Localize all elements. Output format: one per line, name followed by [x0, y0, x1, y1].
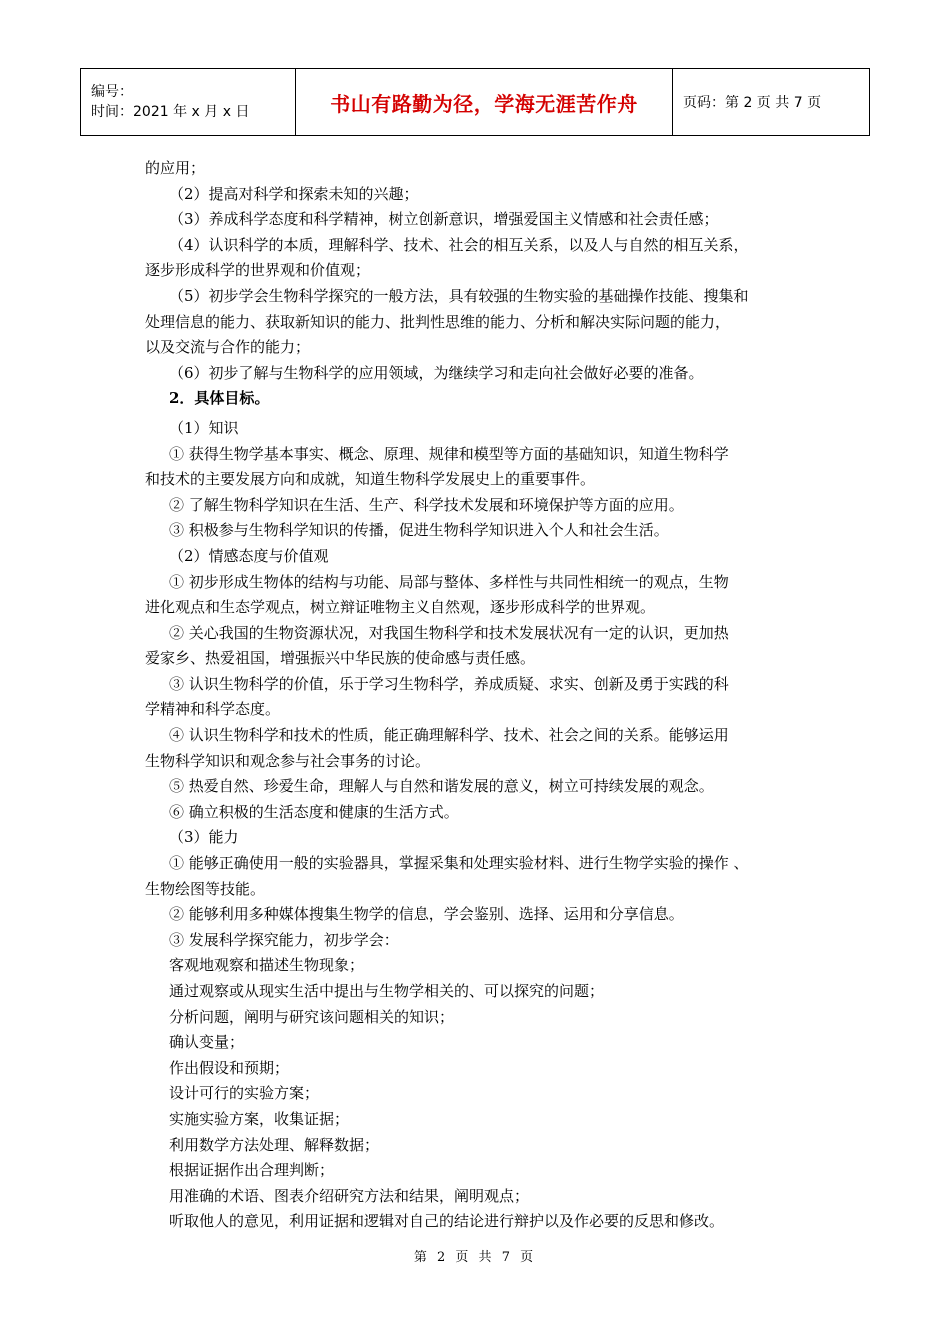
- list-item: 用准确的术语、图表介绍研究方法和结果，阐明观点；: [169, 1186, 530, 1205]
- body-line: ② 了解生物科学知识在生活、生产、科学技术发展和环境保护等方面的应用。: [169, 495, 684, 514]
- body-line: （4）认识科学的本质，理解科学、技术、社会的相互关系，以及人与自然的相互关系，: [169, 235, 749, 254]
- subsection-heading: （1）知识: [169, 418, 239, 437]
- body-line: 生物科学知识和观念参与社会事务的讨论。: [145, 751, 431, 770]
- list-item: 听取他人的意见，利用证据和逻辑对自己的结论进行辩护以及作必要的反思和修改。: [169, 1212, 725, 1231]
- body-line: ① 获得生物学基本事实、概念、原理、规律和模型等方面的基础知识，知道生物科学: [169, 444, 729, 463]
- body-line: （5）初步学会生物科学探究的一般方法，具有较强的生物实验的基础操作技能、搜集和: [169, 286, 749, 305]
- document-number-label: 编号：: [91, 84, 133, 100]
- list-item: 客观地观察和描述生物现象；: [169, 956, 365, 975]
- document-body: [145, 156, 817, 1235]
- body-line: 逐步形成科学的世界观和价值观；: [145, 261, 371, 280]
- body-line: ② 能够利用多种媒体搜集生物学的信息，学会鉴别、选择、运用和分享信息。: [169, 905, 684, 924]
- list-item: 确认变量；: [169, 1033, 245, 1052]
- body-line: ① 能够正确使用一般的实验器具，掌握采集和处理实验材料、进行生物学实验的操作 、: [169, 854, 749, 873]
- list-item: 实施实验方案，收集证据；: [169, 1109, 350, 1128]
- body-line: （2）提高对科学和探索未知的兴趣；: [169, 184, 419, 203]
- header-meta: [81, 69, 296, 136]
- list-item: 利用数学方法处理、解释数据；: [169, 1135, 380, 1154]
- body-line: 生物绘图等技能。: [145, 879, 266, 898]
- subsection-heading: （3）能力: [169, 828, 239, 847]
- body-line: ① 初步形成生物体的结构与功能、局部与整体、多样性与共同性相统一的观点，生物: [169, 572, 729, 591]
- list-item: 根据证据作出合理判断；: [169, 1161, 335, 1180]
- body-line: （6）初步了解与生物科学的应用领域，为继续学习和走向社会做好必要的准备。: [169, 363, 704, 382]
- body-line: ⑤ 热爱自然、珍爱生命，理解人与自然和谐发展的意义，树立可持续发展的观念。: [169, 777, 714, 796]
- body-line: 爱家乡、热爱祖国，增强振兴中华民族的使命感与责任感。: [145, 649, 536, 668]
- header-motto: 书山有路勤为径，学海无涯苦作舟: [296, 69, 673, 136]
- body-line: 学精神和科学态度。: [145, 700, 281, 719]
- list-item: 作出假设和预期；: [169, 1058, 290, 1077]
- body-line: （3）养成科学态度和科学精神，树立创新意识，增强爱国主义情感和社会责任感；: [169, 210, 719, 229]
- list-item: 分析问题，阐明与研究该问题相关的知识；: [169, 1007, 455, 1026]
- body-line: ③ 发展科学探究能力，初步学会：: [169, 930, 399, 949]
- list-item: 通过观察或从现实生活中提出与生物学相关的、可以探究的问题；: [169, 982, 605, 1000]
- body-line: 进化观点和生态学观点，树立辩证唯物主义自然观，逐步形成科学的世界观。: [145, 598, 656, 617]
- subsection-heading: （2）情感态度与价值观: [169, 546, 329, 565]
- body-line: 和技术的主要发展方向和成就，知道生物科学发展史上的重要事件。: [145, 470, 596, 489]
- section-heading: 2．具体目标。: [169, 389, 270, 408]
- list-item: 设计可行的实验方案；: [169, 1084, 320, 1103]
- body-line: 以及交流与合作的能力；: [145, 338, 311, 357]
- page-footer: 第 2 页 共 7 页: [413, 1250, 537, 1265]
- body-line: ② 关心我国的生物资源状况，对我国生物科学和技术发展状况有一定的认识，更加热: [169, 623, 729, 642]
- body-line: 处理信息的能力、获取新知识的能力、批判性思维的能力、分析和解决实际问题的能力，: [145, 312, 731, 331]
- header-page-number: 页码：第 2 页 共 7 页: [673, 69, 870, 136]
- body-line: 的应用；: [145, 159, 206, 177]
- body-line: ④ 认识生物科学和技术的性质，能正确理解科学、技术、社会之间的关系。能够运用: [169, 726, 729, 745]
- page-header: [80, 68, 870, 136]
- document-date: 时间：2021 年 x 月 x 日: [91, 104, 250, 120]
- body-line: ③ 认识生物科学的价值，乐于学习生物科学，养成质疑、求实、创新及勇于实践的科: [169, 674, 729, 693]
- body-line: ⑥ 确立积极的生活态度和健康的生活方式。: [169, 802, 459, 821]
- body-line: ③ 积极参与生物科学知识的传播，促进生物科学知识进入个人和社会生活。: [169, 521, 669, 540]
